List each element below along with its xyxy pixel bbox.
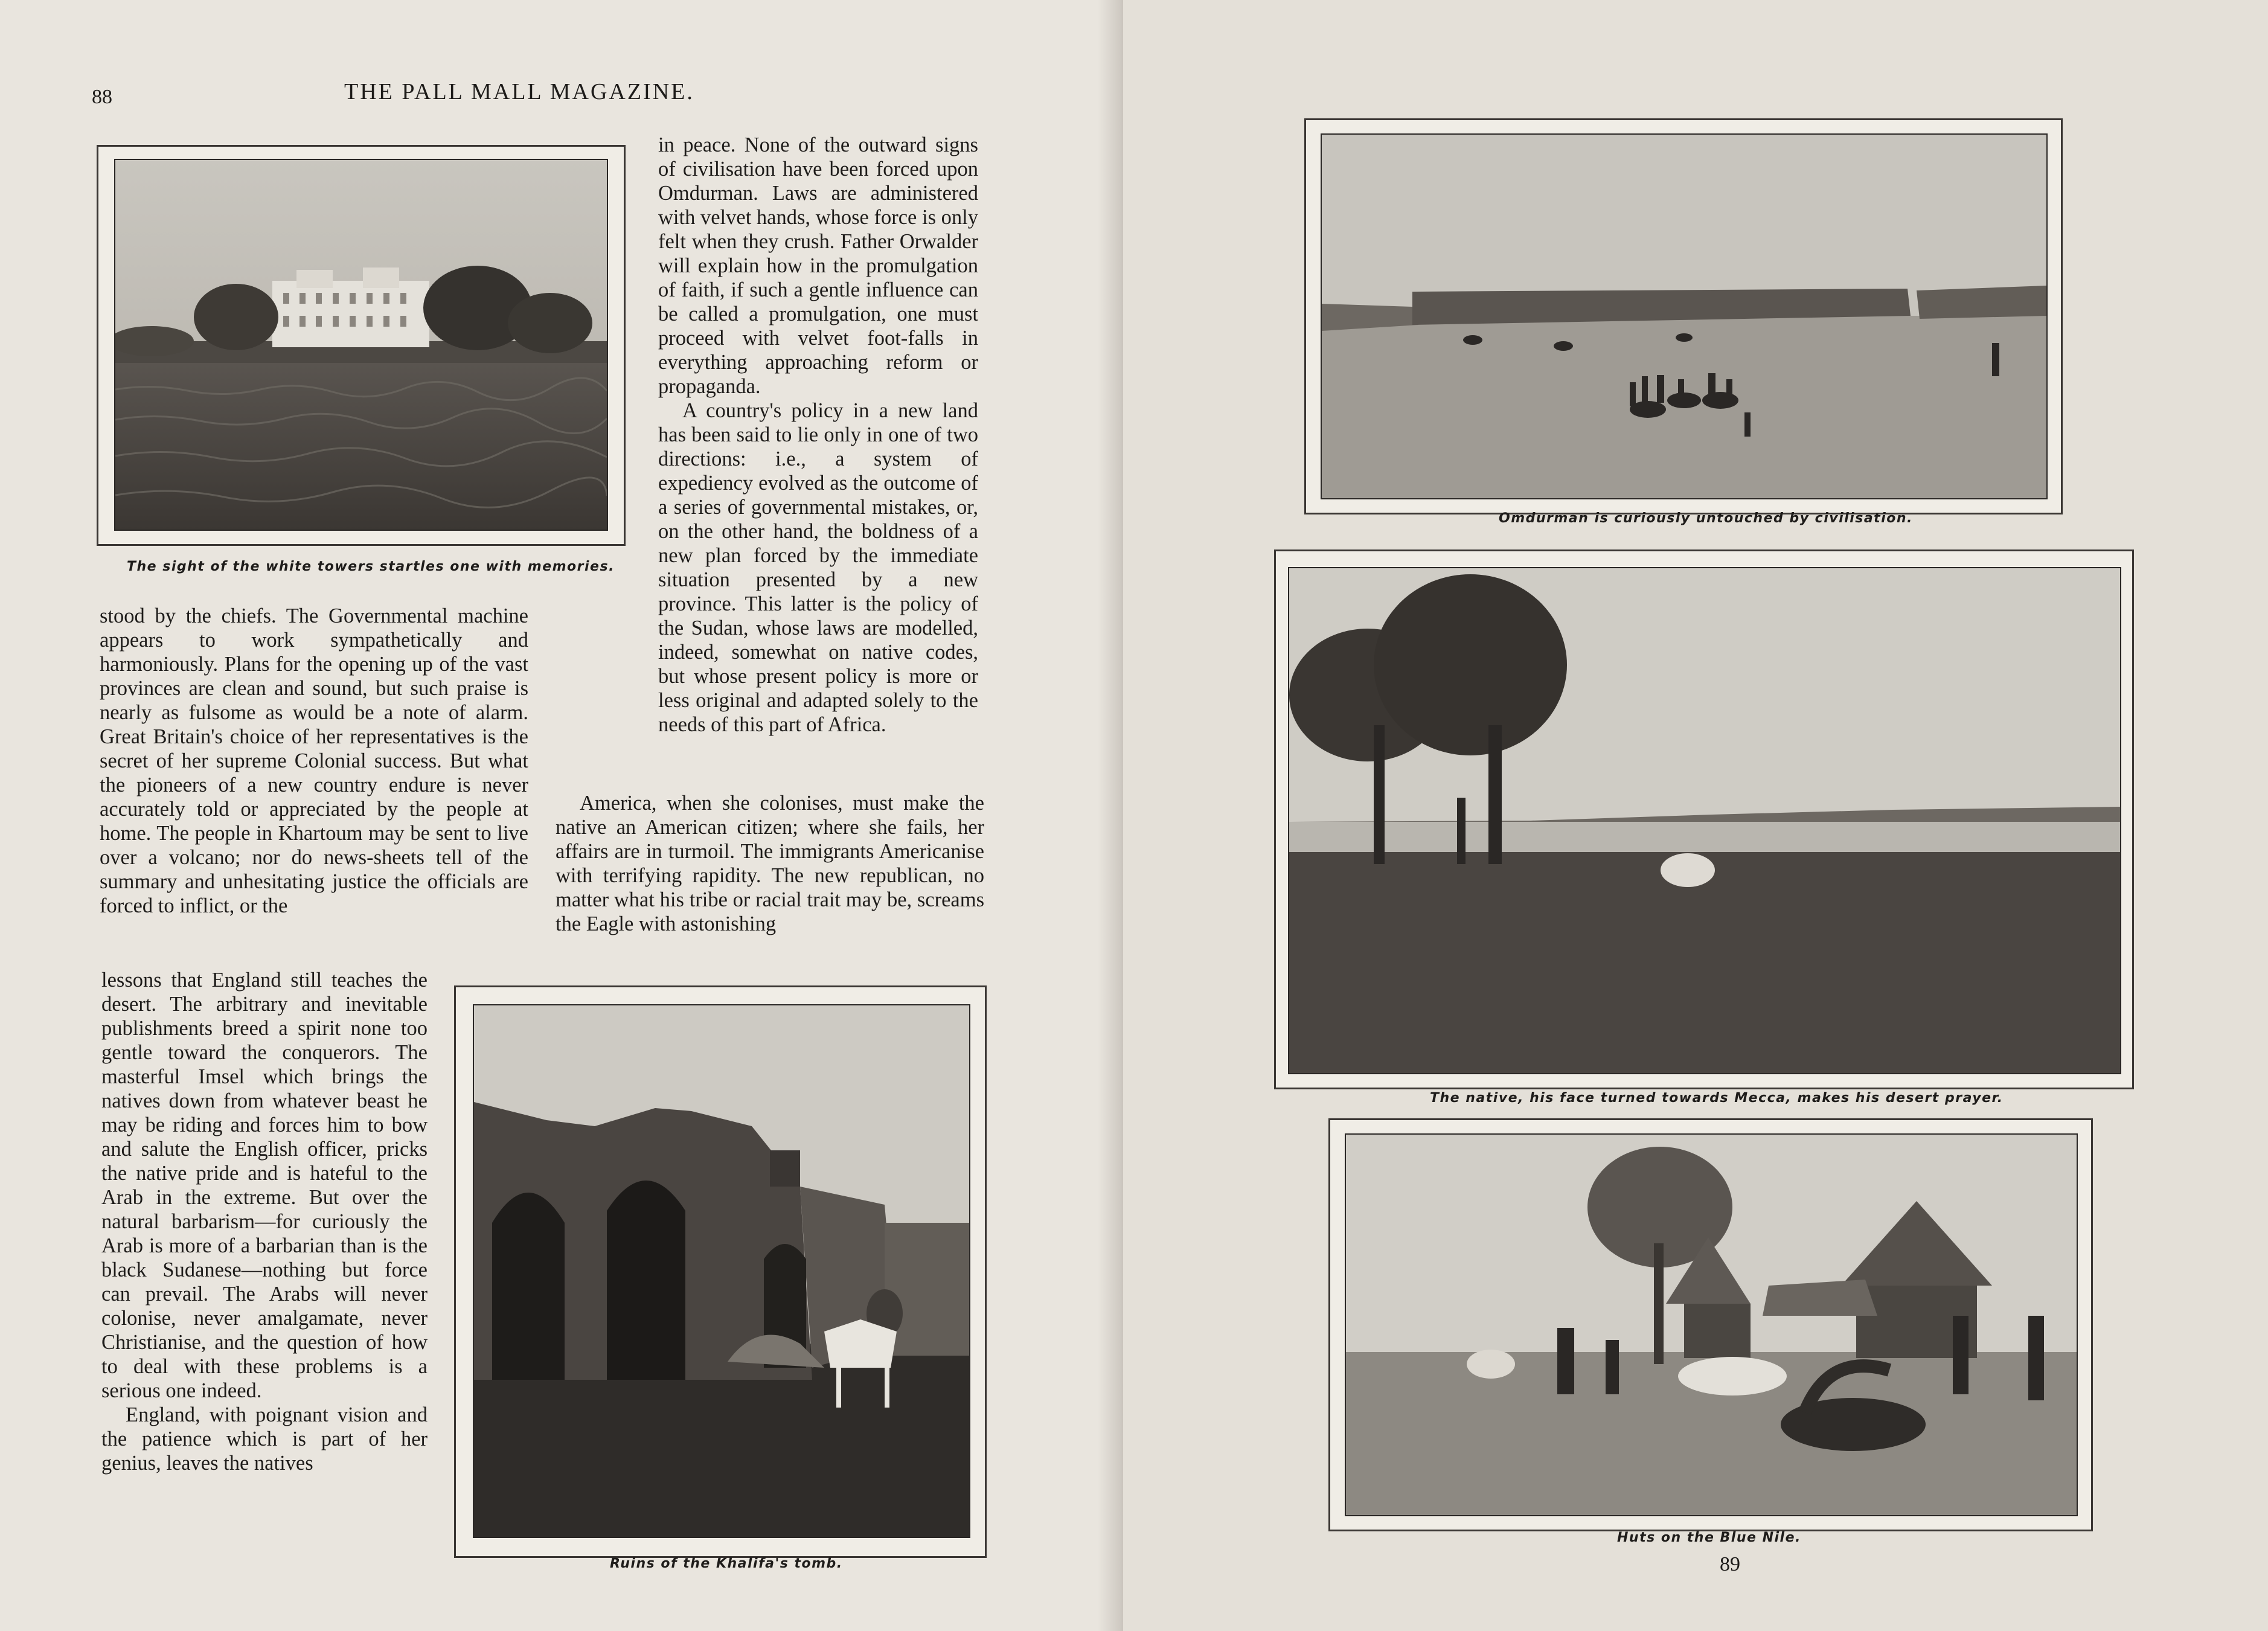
photo-frame-khalifa-tomb xyxy=(454,985,987,1558)
photo-frame-white-towers xyxy=(97,145,626,546)
paragraph-lessons-england: lessons that England still teaches the desert. The arbitrary and inevitable publishments breed a spirit none too gentle toward the conquerors. The masterful Imsel which brings the natives down from whatever beast he may be riding and forces him to bow and salute the English officer, pricks the native pride and is hateful to the Arab in the extreme. But over the natural barbarism—for curiously the Arab is more of a barbarian than is the black Sudanese—nothing but force can prevail. The Arabs will never colonise, never amalgamate, never Christianise, and the question of how to deal with these problems is a serious one indeed. xyxy=(101,969,428,1402)
photo-huts-blue-nile xyxy=(1345,1133,2078,1516)
text-column-right-top xyxy=(658,133,978,737)
text-column-right-mid xyxy=(556,791,984,936)
paragraph-england-vision: England, with poignant vision and the patience which is part of her genius, leaves the natives xyxy=(101,1403,428,1475)
paragraph-stood-by-chiefs: stood by the chiefs. The Governmental machine appears to work sympathetically and harmoniously. Plans for the opening up of the vast provinces are clean and sound, but such praise is nearly as fulsome as would be a note of alarm. Great Britain's choice of her representatives is the secret of her supreme Colonial success. But what the pioneers of a new country endure is never accurately told or appreciated by the people at home. The people in Khartoum may be sent to live over a volcano; nor do news-sheets tell of the summary and unhesitating justice the officials are forced to inflict, or the xyxy=(100,604,528,917)
photo-desert-prayer xyxy=(1288,567,2121,1074)
page-number-right: 89 xyxy=(1720,1553,1740,1575)
running-head: THE PALL MALL MAGAZINE. xyxy=(344,79,694,104)
photo-khalifa-tomb xyxy=(473,1004,970,1538)
caption-khalifa-tomb: Ruins of the Khalifa's tomb. xyxy=(610,1556,843,1571)
photo-frame-huts xyxy=(1328,1118,2093,1531)
text-column-left-bottom xyxy=(101,968,428,1475)
caption-white-towers: The sight of the white towers startles one with memories. xyxy=(127,559,615,574)
photo-white-towers xyxy=(114,159,608,531)
caption-omdurman: Omdurman is curiously untouched by civilisation. xyxy=(1499,511,1913,526)
caption-huts-blue-nile: Huts on the Blue Nile. xyxy=(1617,1530,1801,1545)
left-page xyxy=(0,0,1123,1631)
text-column-left-mid xyxy=(100,604,528,918)
paragraph-outward-signs: in peace. None of the outward signs of civilisation have been forced upon Omdurman. Laws are administered with velvet hands, whose force is only felt when they crush. Father Orwalder will explain how in the promulgation of faith, if such a gentle influence can be called a promulgation, one must proceed with velvet foot-falls in everything approaching reform or propaganda. xyxy=(658,133,978,398)
caption-desert-prayer: The native, his face turned towards Mecca, makes his desert prayer. xyxy=(1430,1091,2004,1106)
right-page xyxy=(1123,0,2268,1631)
paragraph-country-policy: A country's policy in a new land has been said to lie only in one of two directions: i.e., a system of expediency evolved as the outcome of a series of governmental mistakes, or, on the other hand, the boldness of a new plan forced by the immediate situation presented by a new province. This latter is the policy of the Sudan, whose laws are modelled, indeed, somewhat on native codes, but whose present policy is more or less original and adapted solely to the needs of this part of Africa. xyxy=(658,399,978,736)
photo-frame-desert-prayer xyxy=(1274,550,2134,1089)
page-number-left: 88 xyxy=(92,86,112,108)
photo-frame-omdurman xyxy=(1304,118,2063,514)
paragraph-america: America, when she colonises, must make the native an American citizen; where she fails, her affairs are in turmoil. The immigrants Americanise with terrifying rapidity. The new republican, no matter what his tribe or racial trait may be, screams the Eagle with astonishing xyxy=(556,792,984,935)
photo-omdurman xyxy=(1321,133,2048,499)
